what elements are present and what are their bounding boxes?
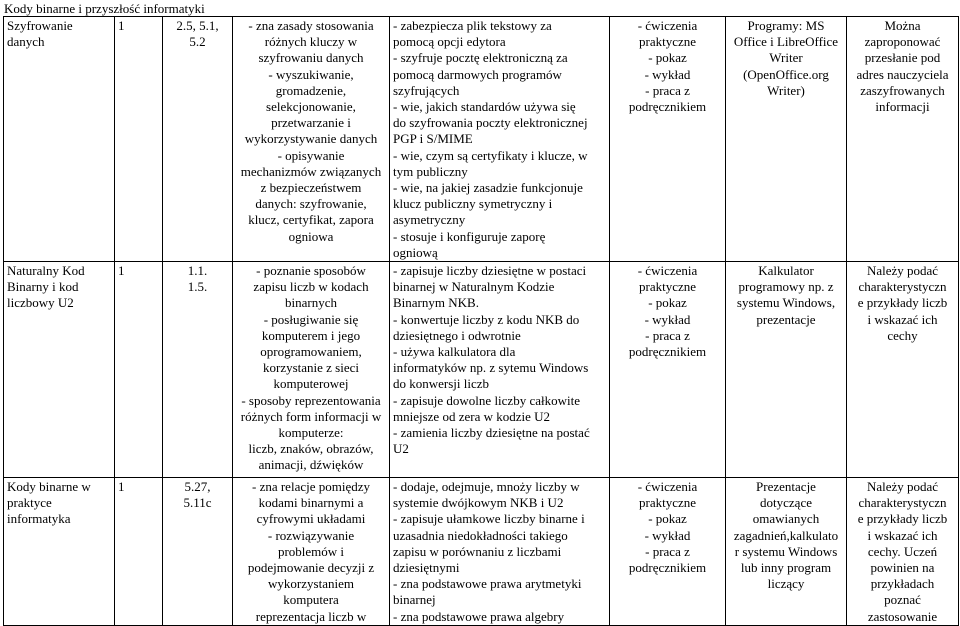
cell-line: Prezentacje [756,479,816,495]
cell-line: animacji, dźwięków [258,457,364,473]
cell-line: mechanizmów związanych [240,163,382,179]
cell-line: - pokaz [648,511,687,527]
cell-line: liczący [767,576,805,592]
cell-line: pomocą darmowych programów [393,66,562,82]
cell-line: uzasadnia niedokładności takiego [393,527,568,543]
cell-line: - wie, jakich standardów używa się [393,99,576,115]
requirements-cell [163,17,233,262]
tools-cell [726,478,847,626]
cell-line: - wyszukiwanie, [268,66,354,82]
cell-line: praktyczne [638,34,697,50]
cell-line: praktyczne [638,279,697,295]
cell-line: praktyce [7,495,52,511]
cell-line: charakterystyczn [858,279,947,295]
cell-line: - pokaz [648,295,687,311]
requirements-cell [163,262,233,478]
cell-line: komputerem i jego [261,327,361,343]
table-row [4,262,959,478]
cell-line: liczb, znaków, obrazów, [248,441,374,457]
cell-line: cechy. Uczeń [867,543,938,559]
cell-line: - zna podstawowe prawa arytmetyki [393,576,582,592]
methods-cell [610,478,726,626]
cell-line: - zapisuje liczby dziesiętne w postaci [393,263,587,279]
cell-line: problemów i [277,543,345,559]
cell-line: informatyka [7,511,71,527]
cell-line: 1.1. [187,263,208,279]
cell-line: gromadzenie, [275,82,347,98]
cell-line: - ćwiczenia [637,263,698,279]
cell-line: binarnych [285,295,337,311]
cell-line: zaproponować [864,34,941,50]
cell-line: - zna relacje pomiędzy [251,479,370,495]
cell-line: tym publiczny [393,163,468,179]
cell-line: - sposoby reprezentowania [241,392,381,408]
cell-line: - zna podstawowe prawa algebry [393,608,565,624]
cell-line: - używa kalkulatora dla [393,344,516,360]
cell-line: - posługiwanie się [263,311,359,327]
cell-line: omawianych [752,511,820,527]
cell-line: Należy podać [866,479,939,495]
cell-line: - szyfruje pocztę elektroniczną za [393,50,568,66]
cell-line: poznać [884,592,921,608]
cell-line: różnych kluczy w [264,34,358,50]
cell-line: dziesiętnego i odwrotnie [393,327,521,343]
cell-line: komputerowej [273,376,349,392]
cell-line: lub inny program [740,560,832,576]
cell-line: prezentacje [756,311,816,327]
cell-line: - praca z [645,82,690,98]
cell-line: klucz, certyfikat, zapora [248,212,374,228]
cell-line: danych [7,34,45,50]
notes-cell [847,17,959,262]
topic-cell [4,262,115,478]
cell-line: programowy np. z [738,279,834,295]
cell-line: r systemu Windows [734,543,838,559]
content-cell [233,17,390,262]
cell-line: - poznanie sposobów [256,263,366,279]
cell-line: - rozwiązywanie [267,527,355,543]
cell-line: - zabezpiecza plik tekstowy za [393,18,552,33]
content-cell [233,262,390,478]
cell-line: 1 [118,479,125,495]
cell-line: oprogramowaniem, [260,344,362,360]
cell-line: Kalkulator [758,263,814,279]
cell-line: korzystanie z sieci [262,360,359,376]
cell-line: kodami binarnymi a [258,495,364,511]
hours-cell [115,17,163,262]
cell-line: Szyfrowanie [7,18,73,33]
topic-cell [4,17,115,262]
cell-line: dziesiętnymi [393,560,460,576]
cell-line: - wykład [644,527,691,543]
table-row [4,17,959,262]
methods-cell [610,17,726,262]
cell-line: binarnej [393,592,436,608]
cell-line: 1.5. [187,279,208,295]
cell-line: systemu Windows, [736,295,836,311]
tools-cell [726,262,847,478]
cell-line: - wie, na jakiej zasadzie funkcjonuje [393,180,583,196]
cell-line: przesłanie pod [864,50,941,66]
cell-line: zapisu w porównaniu z liczbami [393,543,562,559]
cell-line: - konwertuje liczby z kodu NKB do [393,311,580,327]
cell-line: Kody binarne w [7,479,91,495]
content-cell [233,478,390,626]
cell-line: zagadnień,kalkulato [733,527,839,543]
cell-line: podręcznikiem [628,344,707,360]
cell-line: - praca z [645,327,690,343]
cell-line: dotyczące [760,495,812,511]
table-body [4,17,959,626]
cell-line: - pokaz [648,50,687,66]
cell-line: 5.27, [184,479,211,495]
cell-line: szyfrowaniu danych [258,50,364,66]
cell-line: (OpenOffice.org [743,66,829,82]
cell-line: asymetryczny [393,212,466,228]
cell-line: liczbowy U2 [7,295,74,311]
cell-line: szyfrujących [393,82,460,98]
cell-line: - stosuje i konfiguruje zaporę [393,228,546,244]
lesson-plan-table [3,16,959,626]
cell-line: Office i LibreOffice [733,34,839,50]
cell-line: mniejsze od zera w kodzie U2 [393,408,551,424]
cell-line: - dodaje, odejmuje, mnoży liczby w [393,479,580,495]
cell-line: do konwersji liczb [393,376,490,392]
cell-line: podejmowanie decyzji z [247,560,375,576]
cell-line: różnych form informacji w [240,408,382,424]
cell-line: Writer [769,50,803,66]
cell-line: pomocą opcji edytora [393,34,506,50]
skills-cell [390,17,610,262]
cell-line: cyfrowymi układami [256,511,366,527]
cell-line: zastosowanie [867,608,938,624]
topic-cell [4,478,115,626]
cell-line: do szyfrowania poczty elektronicznej [393,115,588,131]
cell-line: podręcznikiem [628,99,707,115]
cell-line: - ćwiczenia [637,479,698,495]
cell-line: informacji [875,99,930,115]
cell-line: - zapisuje dowolne liczby całkowite [393,392,580,408]
cell-line: - praca z [645,543,690,559]
skills-cell [390,478,610,626]
cell-line: - wykład [644,66,691,82]
cell-line: - zna zasady stosowania [248,18,374,33]
cell-line: - wie, czym są certyfikaty i klucze, w [393,147,588,163]
cell-line: 2.5, 5.1, [176,18,219,33]
cell-line: zapisu liczb w kodach [253,279,369,295]
tools-cell [726,17,847,262]
cell-line: ogniowa [288,228,334,244]
cell-line: Binarnym NKB. [393,295,479,311]
notes-cell [847,478,959,626]
cell-line: U2 [393,441,409,457]
cell-line: Naturalny Kod [7,263,85,279]
cell-line: reprezentacja liczb w [255,608,367,624]
methods-cell [610,262,726,478]
section-title: Kody binarne i przyszłość informatyki [4,1,205,16]
cell-line: binarnej w Naturalnym Kodzie [393,279,555,295]
cell-line: i wskazać ich [867,527,938,543]
cell-line: charakterystyczn [858,495,947,511]
cell-line: wykorzystywanie danych [244,131,378,147]
hours-cell [115,262,163,478]
cell-line: Writer) [767,82,805,98]
cell-line: komputerze: [278,425,344,441]
cell-line: informatyków np. z sytemu Windows [393,360,589,376]
cell-line: komputera [283,592,339,608]
cell-line: i wskazać ich [867,311,938,327]
cell-line: podręcznikiem [628,560,707,576]
cell-line: powinien na [870,560,935,576]
cell-line: 5.11c [183,495,212,511]
table-row [4,478,959,626]
cell-line: z bezpieczeństwem [260,180,362,196]
skills-cell [390,262,610,478]
cell-line: ogniową [393,244,438,260]
cell-line: Binarny i kod [7,279,79,295]
cell-line: Należy podać [866,263,939,279]
cell-line: przetwarzanie i [271,115,351,131]
cell-line: danych: szyfrowanie, [255,196,367,212]
cell-line: cechy [887,327,918,343]
cell-line: adres nauczyciela [856,66,949,82]
cell-line: e przykłady liczb [857,295,948,311]
cell-line: 5.2 [189,34,206,50]
cell-line: 1 [118,18,125,33]
cell-line: praktyczne [638,495,697,511]
cell-line: PGP i S/MIME [393,131,473,147]
cell-line: e przykłady liczb [857,511,948,527]
cell-line: Programy: MS [747,18,825,33]
cell-line: Można [884,18,921,33]
cell-line: wykorzystaniem [268,576,354,592]
cell-line: przykładach [870,576,935,592]
cell-line: - wykład [644,311,691,327]
cell-line: - opisywanie [277,147,345,163]
cell-line: zaszyfrowanych [860,82,945,98]
cell-line: - zapisuje ułamkowe liczby binarne i [393,511,585,527]
cell-line: klucz publiczny symetryczny i [393,196,553,212]
requirements-cell [163,478,233,626]
cell-line: 1 [118,263,125,279]
hours-cell [115,478,163,626]
cell-line: systemie dwójkowym NKB i U2 [393,495,564,511]
notes-cell [847,262,959,478]
cell-line: - ćwiczenia [637,18,698,33]
cell-line: - zamienia liczby dziesiętne na postać [393,425,590,441]
cell-line: selekcjonowanie, [266,99,356,115]
